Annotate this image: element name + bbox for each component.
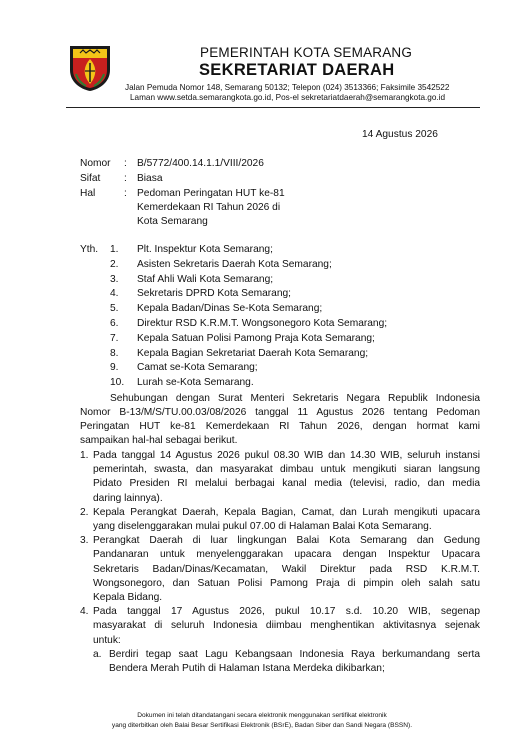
point-text-line: Wongsonegoro, dan Satuan Polisi Pamong Praja di pimpin oleh salah satu — [93, 578, 480, 589]
recipient-number: 5. — [110, 303, 119, 314]
sifat-colon: : — [124, 173, 127, 184]
recipient-item: Lurah se-Kota Semarang. — [137, 377, 254, 388]
point-text-line: daring lainnya). — [93, 493, 163, 504]
point-text-line: Sekretaris Badan/Dinas/Kecamatan, Wakil Direktur pada RSD K.R.M.T. — [93, 564, 480, 575]
header-website-email: Laman www.setda.semarangkota.go.id, Pos-el sekretariatdaerah@semarangkota.go.id — [130, 93, 446, 102]
point-text-line: masyarakat di seluruh Indonesia diimbau menghentikan aktivitasnya sejenak — [93, 620, 480, 631]
sifat-value: Biasa — [137, 173, 163, 184]
recipient-item: Kepala Satuan Polisi Pamong Praja Kota Semarang; — [137, 333, 375, 344]
point-number: 2. — [80, 507, 89, 518]
recipient-number: 9. — [110, 362, 119, 373]
recipient-item: Asisten Sekretaris Daerah Kota Semarang; — [137, 259, 332, 270]
footer-esign-note: yang diterbitkan oleh Balai Besar Sertifikasi Elektronik (BSrE), Badan Siber dan Sandi Negara (BSSN). — [111, 722, 413, 729]
point-text-line: Pada tanggal 14 Agustus 2026 pukul 08.30 WIB dan 14.30 WIB, seluruh instansi — [93, 450, 480, 461]
recipient-item: Camat se-Kota Semarang; — [137, 362, 258, 373]
point-text-line: Pada tanggal 17 Agustus 2026, pukul 10.17 s.d. 10.20 WIB, segenap — [93, 606, 480, 617]
recipient-item: Kepala Bagian Sekretariat Daerah Kota Semarang; — [137, 348, 369, 359]
recipient-number: 10. — [110, 377, 125, 388]
header-address: Jalan Pemuda Nomor 148, Semarang 50132; Telepon (024) 3513366; Faksimile 3542522 — [125, 83, 450, 92]
subpoint-text-line: Bendera Merah Putih di Halaman Istana Merdeka dikibarkan; — [109, 663, 385, 674]
subpoint-letter: a. — [93, 649, 102, 660]
hal-colon: : — [124, 188, 127, 199]
intro-line: Peringatan HUT ke-81 Kemerdekaan RI Tahun 2026, dengan hormat kami — [80, 421, 480, 432]
point-text-line: Kepala Perangkat Daerah, Kepala Bagian, Camat, dan Lurah mengikuti upacara — [93, 507, 480, 518]
recipient-number: 6. — [110, 318, 119, 329]
point-number: 3. — [80, 535, 89, 546]
recipient-number: 8. — [110, 348, 119, 359]
sifat-label: Sifat — [80, 173, 101, 184]
recipient-item: Staf Ahli Wali Kota Semarang; — [137, 274, 274, 285]
nomor-value: B/5772/400.14.1.1/VIII/2026 — [137, 158, 264, 169]
recipient-item: Kepala Badan/Dinas Se-Kota Semarang; — [137, 303, 323, 314]
subpoint-text-line: Berdiri tegap saat Lagu Kebangsaan Indonesia Raya berkumandang serta — [109, 649, 480, 660]
point-text-line: Perangkat Daerah di luar lingkungan Balai Kota Semarang dan Gedung — [93, 535, 480, 546]
recipient-number: 1. — [110, 244, 119, 255]
header-office-name: SEKRETARIAT DAERAH — [199, 61, 395, 79]
intro-line: Nomor B-13/M/S/TU.00.03/08/2026 tanggal 11 Agustus 2026 tentang Pedoman — [80, 407, 480, 418]
point-text-line: yang diselenggarakan mulai pukul 07.00 di Halaman Balai Kota Semarang. — [93, 521, 432, 532]
point-text-line: Pandanaran untuk menyelenggarakan upacara dengan Inspektur Upacara — [93, 549, 480, 560]
point-number: 1. — [80, 450, 89, 461]
hal-value-line: Kemerdekaan RI Tahun 2026 di — [137, 202, 281, 213]
letter-date: 14 Agustus 2026 — [362, 129, 438, 140]
recipient-number: 7. — [110, 333, 119, 344]
header-government-name: PEMERINTAH KOTA SEMARANG — [200, 45, 413, 60]
point-number: 4. — [80, 606, 89, 617]
hal-value-line: Kota Semarang — [137, 216, 208, 227]
point-text-line: pemerintah, swasta, dan masyarakat dimbau untuk mengikuti siaran langsung — [93, 464, 480, 475]
point-text-line: untuk: — [93, 635, 121, 646]
recipient-item: Direktur RSD K.R.M.T. Wongsonegoro Kota Semarang; — [137, 318, 388, 329]
point-text-line: Pidato Presiden RI melalui berbagai kanal media (televisi, radio, dan media — [93, 478, 480, 489]
footer-esign-note: Dokumen ini telah ditandatangani secara elektronik menggunakan sertifikat elektronik — [137, 712, 387, 719]
header-divider — [66, 107, 480, 108]
recipient-item: Sekretaris DPRD Kota Semarang; — [137, 288, 292, 299]
nomor-colon: : — [124, 158, 127, 169]
nomor-label: Nomor — [80, 158, 111, 169]
hal-label: Hal — [80, 188, 96, 199]
city-emblem-logo — [66, 44, 114, 92]
recipient-number: 2. — [110, 259, 119, 270]
intro-line: Sehubungan dengan Surat Menteri Sekretaris Negara Republik Indonesia — [110, 393, 480, 404]
recipient-number: 3. — [110, 274, 119, 285]
point-text-line: Kepala Bidang. — [93, 592, 163, 603]
recipient-number: 4. — [110, 288, 119, 299]
hal-value-line: Pedoman Peringatan HUT ke-81 — [137, 188, 285, 199]
yth-label: Yth. — [80, 244, 99, 255]
intro-line: sampaikan hal-hal sebagai berikut. — [80, 435, 238, 446]
recipient-item: Plt. Inspektur Kota Semarang; — [137, 244, 273, 255]
